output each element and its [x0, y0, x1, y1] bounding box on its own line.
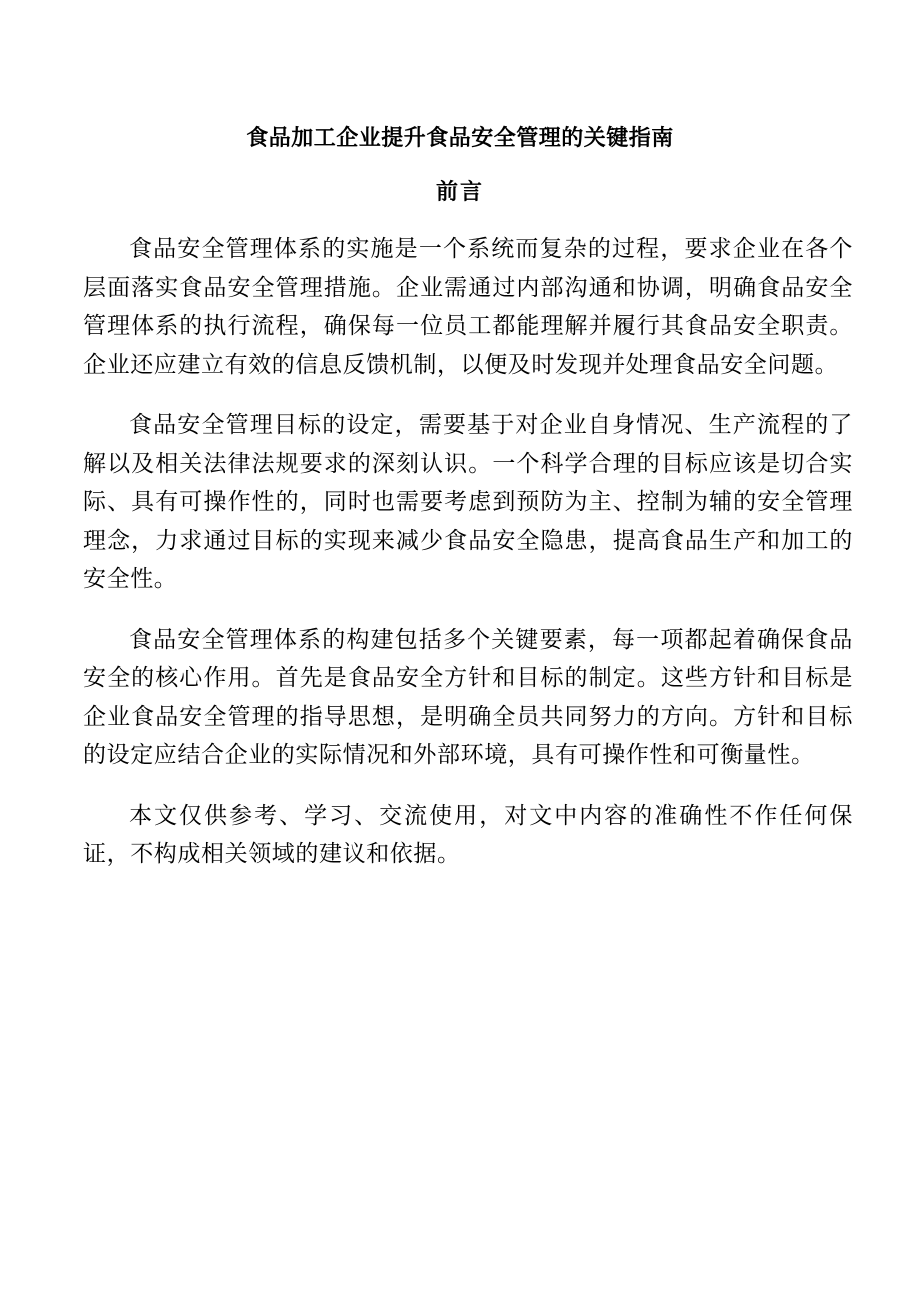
paragraph-2: 食品安全管理目标的设定，需要基于对企业自身情况、生产流程的了解以及相关法律法规要求的深刻认识。一个科学合理的目标应该是切合实际、具有可操作性的，同时也需要考虑到预防为主、控制为辅的安全管理理念，力求通过目标的实现来减少食品安全隐患，提高食品生产和加工的安全性。	[83, 412, 853, 592]
section-heading: 前言	[435, 179, 484, 205]
paragraph-3: 食品安全管理体系的构建包括多个关键要素，每一项都起着确保食品安全的核心作用。首先是食品安全方针和目标的制定。这些方针和目标是企业食品安全管理的指导思想，是明确全员共同努力的方向。方针和目标的设定应结合企业的实际情况和外部环境，具有可操作性和可衡量性。	[83, 626, 853, 768]
paragraph-4-disclaimer: 本文仅供参考、学习、交流使用，对文中内容的准确性不作任何保证，不构成相关领域的建议和依据。	[83, 802, 853, 867]
document-body	[83, 230, 853, 896]
document-title: 食品加工企业提升食品安全管理的关键指南	[246, 125, 674, 151]
paragraph-1: 食品安全管理体系的实施是一个系统而复杂的过程，要求企业在各个层面落实食品安全管理措施。企业需通过内部沟通和协调，明确食品安全管理体系的执行流程，确保每一位员工都能理解并履行其食品安全职责。企业还应建立有效的信息反馈机制，以便及时发现并处理食品安全问题。	[83, 236, 853, 378]
